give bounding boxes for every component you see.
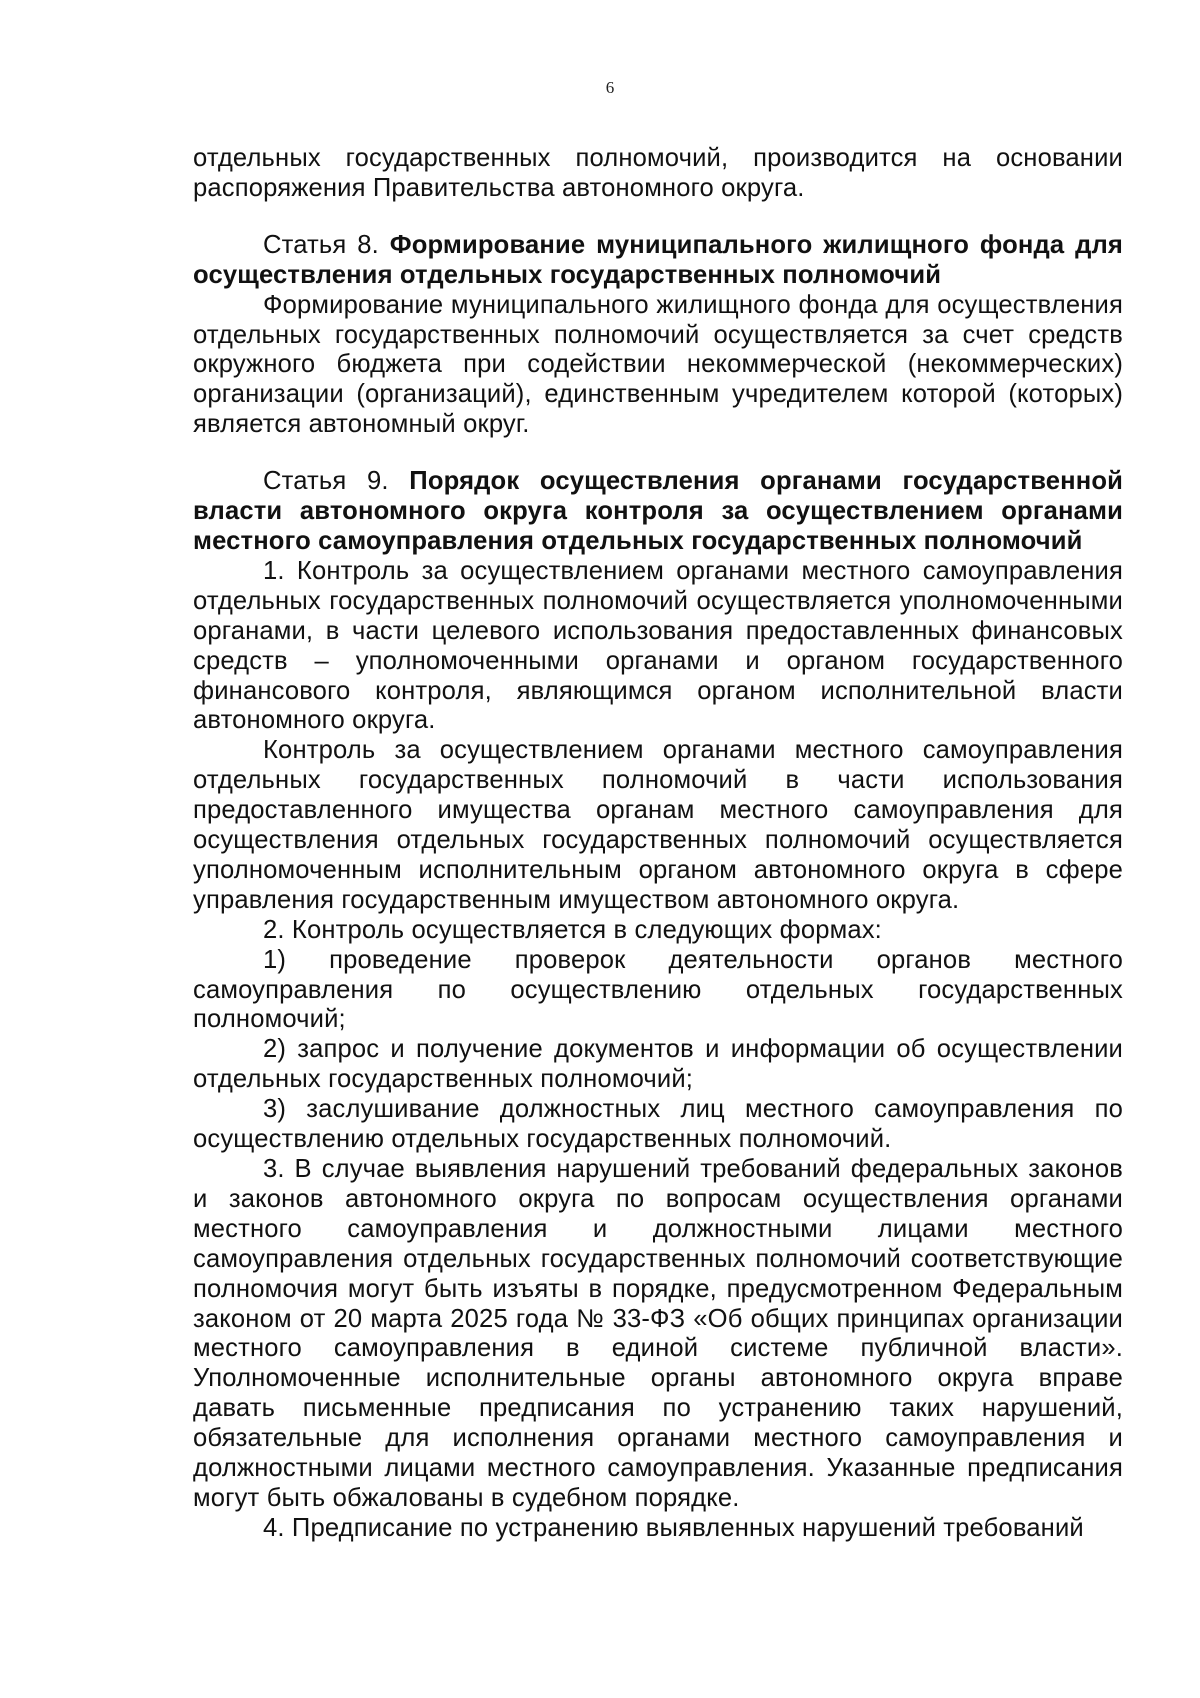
article-9-paragraph: 1. Контроль за осуществлением органами местного самоуправления отдельных государственных полномочий осуществляется уполномоченными органами, в части целевого использования предоставленных финансовых средств – уполномоченными органами и органом государственного финансового контроля, являющимся органом исполнительной власти автономного округа.: [193, 556, 1123, 735]
article-9-paragraph: 3. В случае выявления нарушений требований федеральных законов и законов автономного округа по вопросам осуществления органами местного самоуправления и должностными лицами местного самоуправления отдельных государственных полномочий соответствующие полномочия могут быть изъяты в порядке, предусмотренном Федеральным законом от 20 марта 2025 года № 33-ФЗ «Об общих принципах организации местного самоуправления в единой системе публичной власти». Уполномоченные исполнительные органы автономного округа вправе давать письменные предписания по устранению таких нарушений, обязательные для исполнения органами местного самоуправления и должностными лицами местного самоуправления. Указанные предписания могут быть обжалованы в судебном порядке.: [193, 1155, 1123, 1512]
article-9-paragraph: Контроль за осуществлением органами местного самоуправления отдельных государственных полномочий в части использования предоставленного имущества органам местного самоуправления для осуществления отдельных государственных полномочий осуществляется уполномоченным исполнительным органом автономного округа в сфере управления государственным имуществом автономного округа.: [193, 736, 1123, 914]
article-8-number: Статья 8.: [263, 230, 379, 259]
intro-paragraph: отдельных государственных полномочий, производится на основании распоряжения Правительства автономного округа.: [193, 144, 1123, 202]
article-8-paragraph: Формирование муниципального жилищного фонда для осуществления отдельных государственных полномочий осуществляется за счет средств окружного бюджета при содействии некоммерческой (некоммерческих) организации (организаций), единственным учредителем которой (которых) является автономный округ.: [193, 290, 1123, 439]
document-body: [193, 144, 1123, 1544]
page-number: 6: [605, 78, 615, 97]
article-9-number: Статья 9.: [263, 467, 389, 496]
article-9-paragraph: 3) заслушивание должностных лиц местного самоуправления по осуществлению отдельных государственных полномочий.: [193, 1095, 1123, 1154]
article-9-paragraph: 4. Предписание по устранению выявленных нарушений требований: [263, 1513, 1084, 1542]
article-8-title: Формирование муниципального жилищного фонда для осуществления отдельных государственных полномочий: [193, 230, 1123, 289]
article-9-paragraph: 1) проведение проверок деятельности органов местного самоуправления по осуществлению отдельных государственных полномочий;: [193, 945, 1123, 1034]
article-9-title: Порядок осуществления органами государственной власти автономного округа контроля за осуществлением органами местного самоуправления отдельных государственных полномочий: [193, 467, 1124, 555]
article-9-paragraph: 2. Контроль осуществляется в следующих формах:: [263, 915, 882, 944]
article-9-paragraph: 2) запрос и получение документов и информации об осуществлении отдельных государственных полномочий;: [193, 1035, 1123, 1094]
article-8-heading: [193, 231, 1123, 291]
article-9-heading: [193, 467, 1123, 557]
